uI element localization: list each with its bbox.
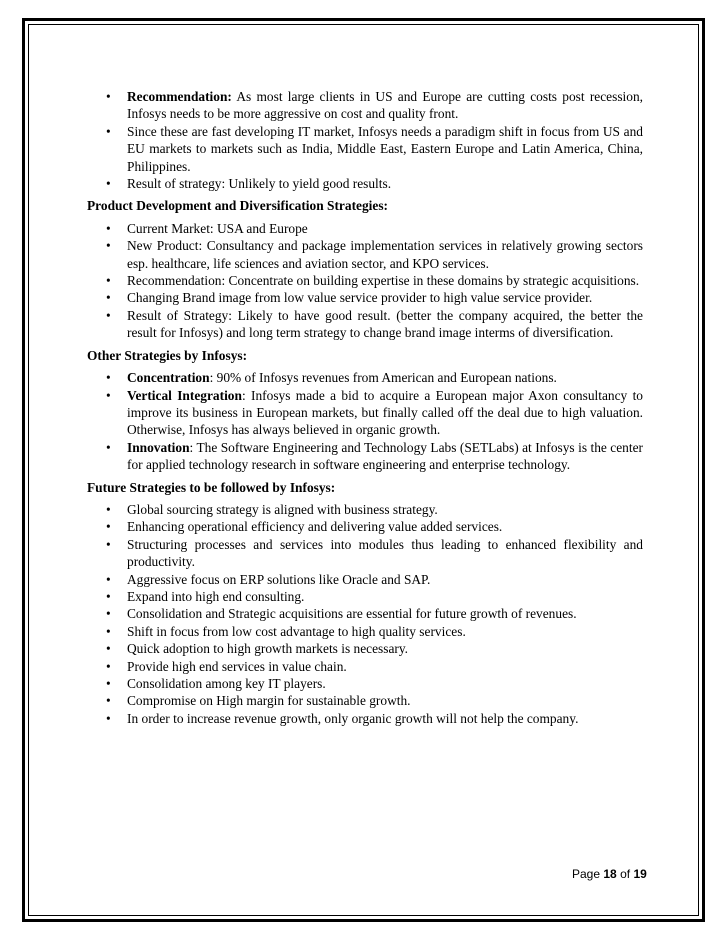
bullet-icon: • xyxy=(106,439,111,455)
bullet-icon: • xyxy=(106,220,111,236)
section-heading-other-strategies: Other Strategies by Infosys: xyxy=(87,347,248,363)
list-item-text: Result of strategy: Unlikely to yield good results. xyxy=(127,176,392,192)
list-item-text: Quick adoption to high growth markets is necessary. xyxy=(127,641,409,657)
section-heading-future-strategies: Future Strategies to be followed by Infosys: xyxy=(87,479,336,495)
bullet-icon: • xyxy=(106,89,111,104)
bullet-icon: • xyxy=(106,370,111,386)
list-item-text: Since these are fast developing IT market, Infosys needs a paradigm shift in focus from US and EU markets to markets such as India, Middle East, Eastern Europe and Latin America, China, Philippines. xyxy=(127,123,643,174)
section-heading-product-development: Product Development and Diversification Strategies: xyxy=(87,198,388,214)
list-item-text: Enhancing operational efficiency and delivering value added services. xyxy=(127,519,503,535)
bullet-icon: • xyxy=(106,676,111,691)
bullet-icon: • xyxy=(106,623,111,639)
section3-list xyxy=(87,369,643,473)
bullet-icon: • xyxy=(106,307,111,323)
list-item xyxy=(87,369,643,386)
bullet-icon: • xyxy=(106,606,111,622)
document-body xyxy=(87,88,643,727)
bullet-icon: • xyxy=(106,387,111,403)
list-item xyxy=(87,588,643,605)
list-item xyxy=(87,571,643,588)
list-item xyxy=(87,237,643,272)
list-item xyxy=(87,289,643,306)
list-item-text: Compromise on High margin for sustainable growth. xyxy=(127,693,411,709)
list-item xyxy=(87,623,643,640)
list-item xyxy=(87,536,643,571)
footer-of-word: of xyxy=(620,867,631,881)
section4-list xyxy=(87,501,643,727)
section1-list xyxy=(87,88,643,192)
footer-total-pages: 19 xyxy=(633,867,647,881)
list-item xyxy=(87,220,643,237)
list-item xyxy=(87,501,643,518)
bullet-icon: • xyxy=(106,588,111,604)
bullet-icon: • xyxy=(106,290,111,306)
list-item-text: Consolidation and Strategic acquisitions are essential for future growth of revenues. xyxy=(127,606,577,622)
list-item xyxy=(87,658,643,675)
list-item xyxy=(87,88,643,123)
list-item xyxy=(87,307,643,342)
list-item-text: Consolidation among key IT players. xyxy=(127,676,326,691)
bullet-icon: • xyxy=(106,123,111,139)
list-item-text: Global sourcing strategy is aligned with business strategy. xyxy=(127,501,438,517)
list-item xyxy=(87,710,643,727)
bullet-icon: • xyxy=(106,176,111,192)
list-item xyxy=(87,123,643,175)
section2-list xyxy=(87,220,643,342)
list-item-text: Shift in focus from low cost advantage to high quality services. xyxy=(127,623,466,639)
list-item-text: Changing Brand image from low value service provider to high value service provider. xyxy=(127,290,593,306)
bullet-icon: • xyxy=(106,658,111,674)
bullet-icon: • xyxy=(106,273,111,289)
bullet-icon: • xyxy=(106,536,111,552)
footer-current-page: 18 xyxy=(603,867,617,881)
list-item-text: As most large clients in US and Europe are cutting costs post recession, Infosys needs to be more aggressive on cost and quality front. xyxy=(127,89,643,122)
list-item xyxy=(87,692,643,709)
list-item-text: In order to increase revenue growth, only organic growth will not help the company. xyxy=(127,710,579,726)
list-item-text: Expand into high end consulting. xyxy=(127,588,305,604)
list-item xyxy=(87,175,643,192)
list-item xyxy=(87,605,643,622)
list-item-text: : The Software Engineering and Technology Labs (SETLabs) at Infosys is the center for applied technology research in software engineering and enterprise technology. xyxy=(127,439,643,473)
list-item-text: New Product: Consultancy and package implementation services in relatively growing sectors esp. healthcare, life sciences and aviation sector, and KPO services. xyxy=(127,238,643,271)
list-item-text: Recommendation: Concentrate on building expertise in these domains by strategic acquisitions. xyxy=(127,273,640,289)
bullet-icon: • xyxy=(106,693,111,709)
list-item xyxy=(87,640,643,657)
list-item-text: Result of Strategy: Likely to have good result. (better the company acquired, the better the result for Infosys) and long term strategy to change brand image interms of diversification. xyxy=(127,307,643,341)
list-item-text: Aggressive focus on ERP solutions like Oracle and SAP. xyxy=(127,571,431,587)
list-item xyxy=(87,439,643,474)
bullet-icon: • xyxy=(106,641,111,657)
list-item xyxy=(87,272,643,289)
list-item-text: Structuring processes and services into modules thus leading to enhanced flexibility and productivity. xyxy=(127,536,643,570)
list-item-term: Vertical Integration xyxy=(127,387,242,403)
bullet-icon: • xyxy=(106,501,111,517)
bullet-icon: • xyxy=(106,519,111,535)
list-item xyxy=(87,675,643,692)
list-item-term: Concentration xyxy=(127,370,210,386)
list-item xyxy=(87,518,643,535)
bullet-icon: • xyxy=(106,710,111,726)
bullet-icon: • xyxy=(106,238,111,254)
list-item-text: : Infosys made a bid to acquire a European major Axon consultancy to improve its business in European markets, but finally called off the deal due to high valuation. Otherwise, Infosys has always believed in organic growth. xyxy=(127,387,643,438)
list-item-term: Innovation xyxy=(127,439,190,455)
page-number-footer xyxy=(572,867,647,881)
footer-page-word: Page xyxy=(572,867,601,881)
list-item-text: : 90% of Infosys revenues from American and European nations. xyxy=(209,370,557,386)
bullet-icon: • xyxy=(106,571,111,587)
list-item-text: Provide high end services in value chain. xyxy=(127,658,347,674)
list-item-text: Current Market: USA and Europe xyxy=(127,220,308,236)
list-item-term: Recommendation: xyxy=(127,89,232,104)
list-item xyxy=(87,387,643,439)
